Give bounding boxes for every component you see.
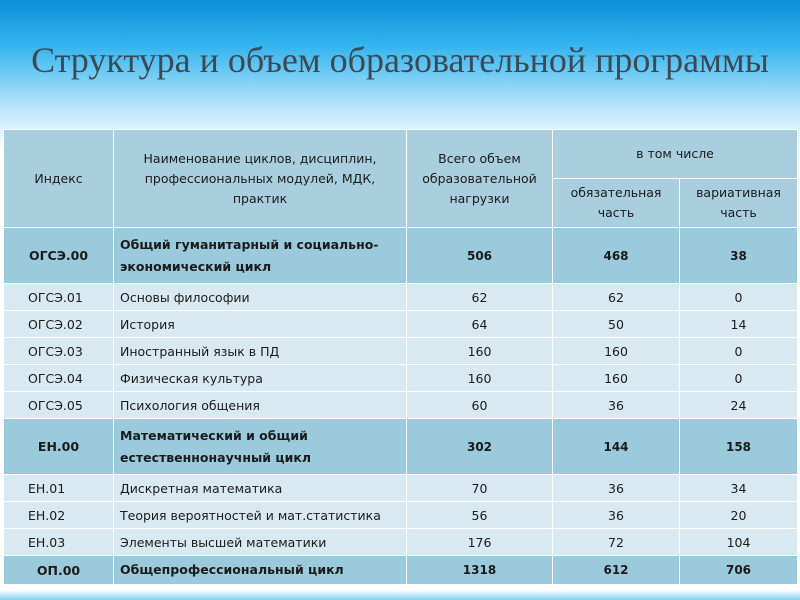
- cell-variable: 706: [680, 556, 798, 585]
- cell-name: Теория вероятностей и мат.статистика: [114, 502, 407, 529]
- cell-index: ОГСЭ.00: [4, 228, 114, 284]
- cell-mandatory: 36: [553, 475, 680, 502]
- cell-total: 60: [407, 392, 553, 419]
- program-structure-table: [3, 129, 798, 585]
- cell-total: 62: [407, 284, 553, 311]
- table-body: [4, 228, 798, 585]
- section-row: [4, 228, 798, 284]
- cell-name: Общий гуманитарный и социально-экономический цикл: [114, 228, 407, 284]
- cell-variable: 0: [680, 284, 798, 311]
- cell-mandatory: 50: [553, 311, 680, 338]
- cell-mandatory: 36: [553, 392, 680, 419]
- cell-name: Математический и общий естественнонаучный цикл: [114, 419, 407, 475]
- table-row: [4, 284, 798, 311]
- cell-mandatory: 612: [553, 556, 680, 585]
- cell-name: Общепрофессиональный цикл: [114, 556, 407, 585]
- cell-variable: 0: [680, 365, 798, 392]
- header-name: Наименование циклов, дисциплин, профессиональных модулей, МДК, практик: [114, 130, 407, 228]
- cell-index: ЕН.03: [4, 529, 114, 556]
- header-variable: вариативная часть: [680, 179, 798, 228]
- cell-index: ОГСЭ.04: [4, 365, 114, 392]
- cell-variable: 104: [680, 529, 798, 556]
- bottom-decoration: [0, 590, 800, 600]
- cell-total: 160: [407, 365, 553, 392]
- cell-mandatory: 36: [553, 502, 680, 529]
- cell-mandatory: 160: [553, 365, 680, 392]
- cell-index: ЕН.01: [4, 475, 114, 502]
- slide-title: Структура и объем образовательной программы: [31, 40, 769, 80]
- cell-mandatory: 468: [553, 228, 680, 284]
- section-row: [4, 556, 798, 585]
- cell-name: Основы философии: [114, 284, 407, 311]
- cell-index: ОП.00: [4, 556, 114, 585]
- cell-total: 70: [407, 475, 553, 502]
- cell-total: 160: [407, 338, 553, 365]
- cell-variable: 34: [680, 475, 798, 502]
- cell-total: 302: [407, 419, 553, 475]
- cell-name: История: [114, 311, 407, 338]
- cell-total: 1318: [407, 556, 553, 585]
- cell-name: Дискретная математика: [114, 475, 407, 502]
- table-row: [4, 475, 798, 502]
- table-row: [4, 392, 798, 419]
- header-including: в том числе: [553, 130, 798, 179]
- table-row: [4, 311, 798, 338]
- cell-total: 176: [407, 529, 553, 556]
- cell-mandatory: 160: [553, 338, 680, 365]
- header-mandatory: обязательная часть: [553, 179, 680, 228]
- cell-variable: 24: [680, 392, 798, 419]
- cell-mandatory: 62: [553, 284, 680, 311]
- cell-name: Иностранный язык в ПД: [114, 338, 407, 365]
- cell-index: ОГСЭ.05: [4, 392, 114, 419]
- table-row: [4, 529, 798, 556]
- cell-mandatory: 144: [553, 419, 680, 475]
- cell-index: ОГСЭ.03: [4, 338, 114, 365]
- cell-name: Психология общения: [114, 392, 407, 419]
- section-row: [4, 419, 798, 475]
- cell-total: 64: [407, 311, 553, 338]
- cell-index: ОГСЭ.02: [4, 311, 114, 338]
- cell-mandatory: 72: [553, 529, 680, 556]
- header-index: Индекс: [4, 130, 114, 228]
- cell-total: 506: [407, 228, 553, 284]
- cell-index: ОГСЭ.01: [4, 284, 114, 311]
- cell-index: ЕН.00: [4, 419, 114, 475]
- header-total: Всего объем образовательной нагрузки: [407, 130, 553, 228]
- table-row: [4, 338, 798, 365]
- cell-variable: 14: [680, 311, 798, 338]
- cell-variable: 158: [680, 419, 798, 475]
- cell-name: Элементы высшей математики: [114, 529, 407, 556]
- cell-index: ЕН.02: [4, 502, 114, 529]
- table-row: [4, 365, 798, 392]
- cell-name: Физическая культура: [114, 365, 407, 392]
- cell-variable: 0: [680, 338, 798, 365]
- cell-variable: 20: [680, 502, 798, 529]
- cell-total: 56: [407, 502, 553, 529]
- table-row: [4, 502, 798, 529]
- cell-variable: 38: [680, 228, 798, 284]
